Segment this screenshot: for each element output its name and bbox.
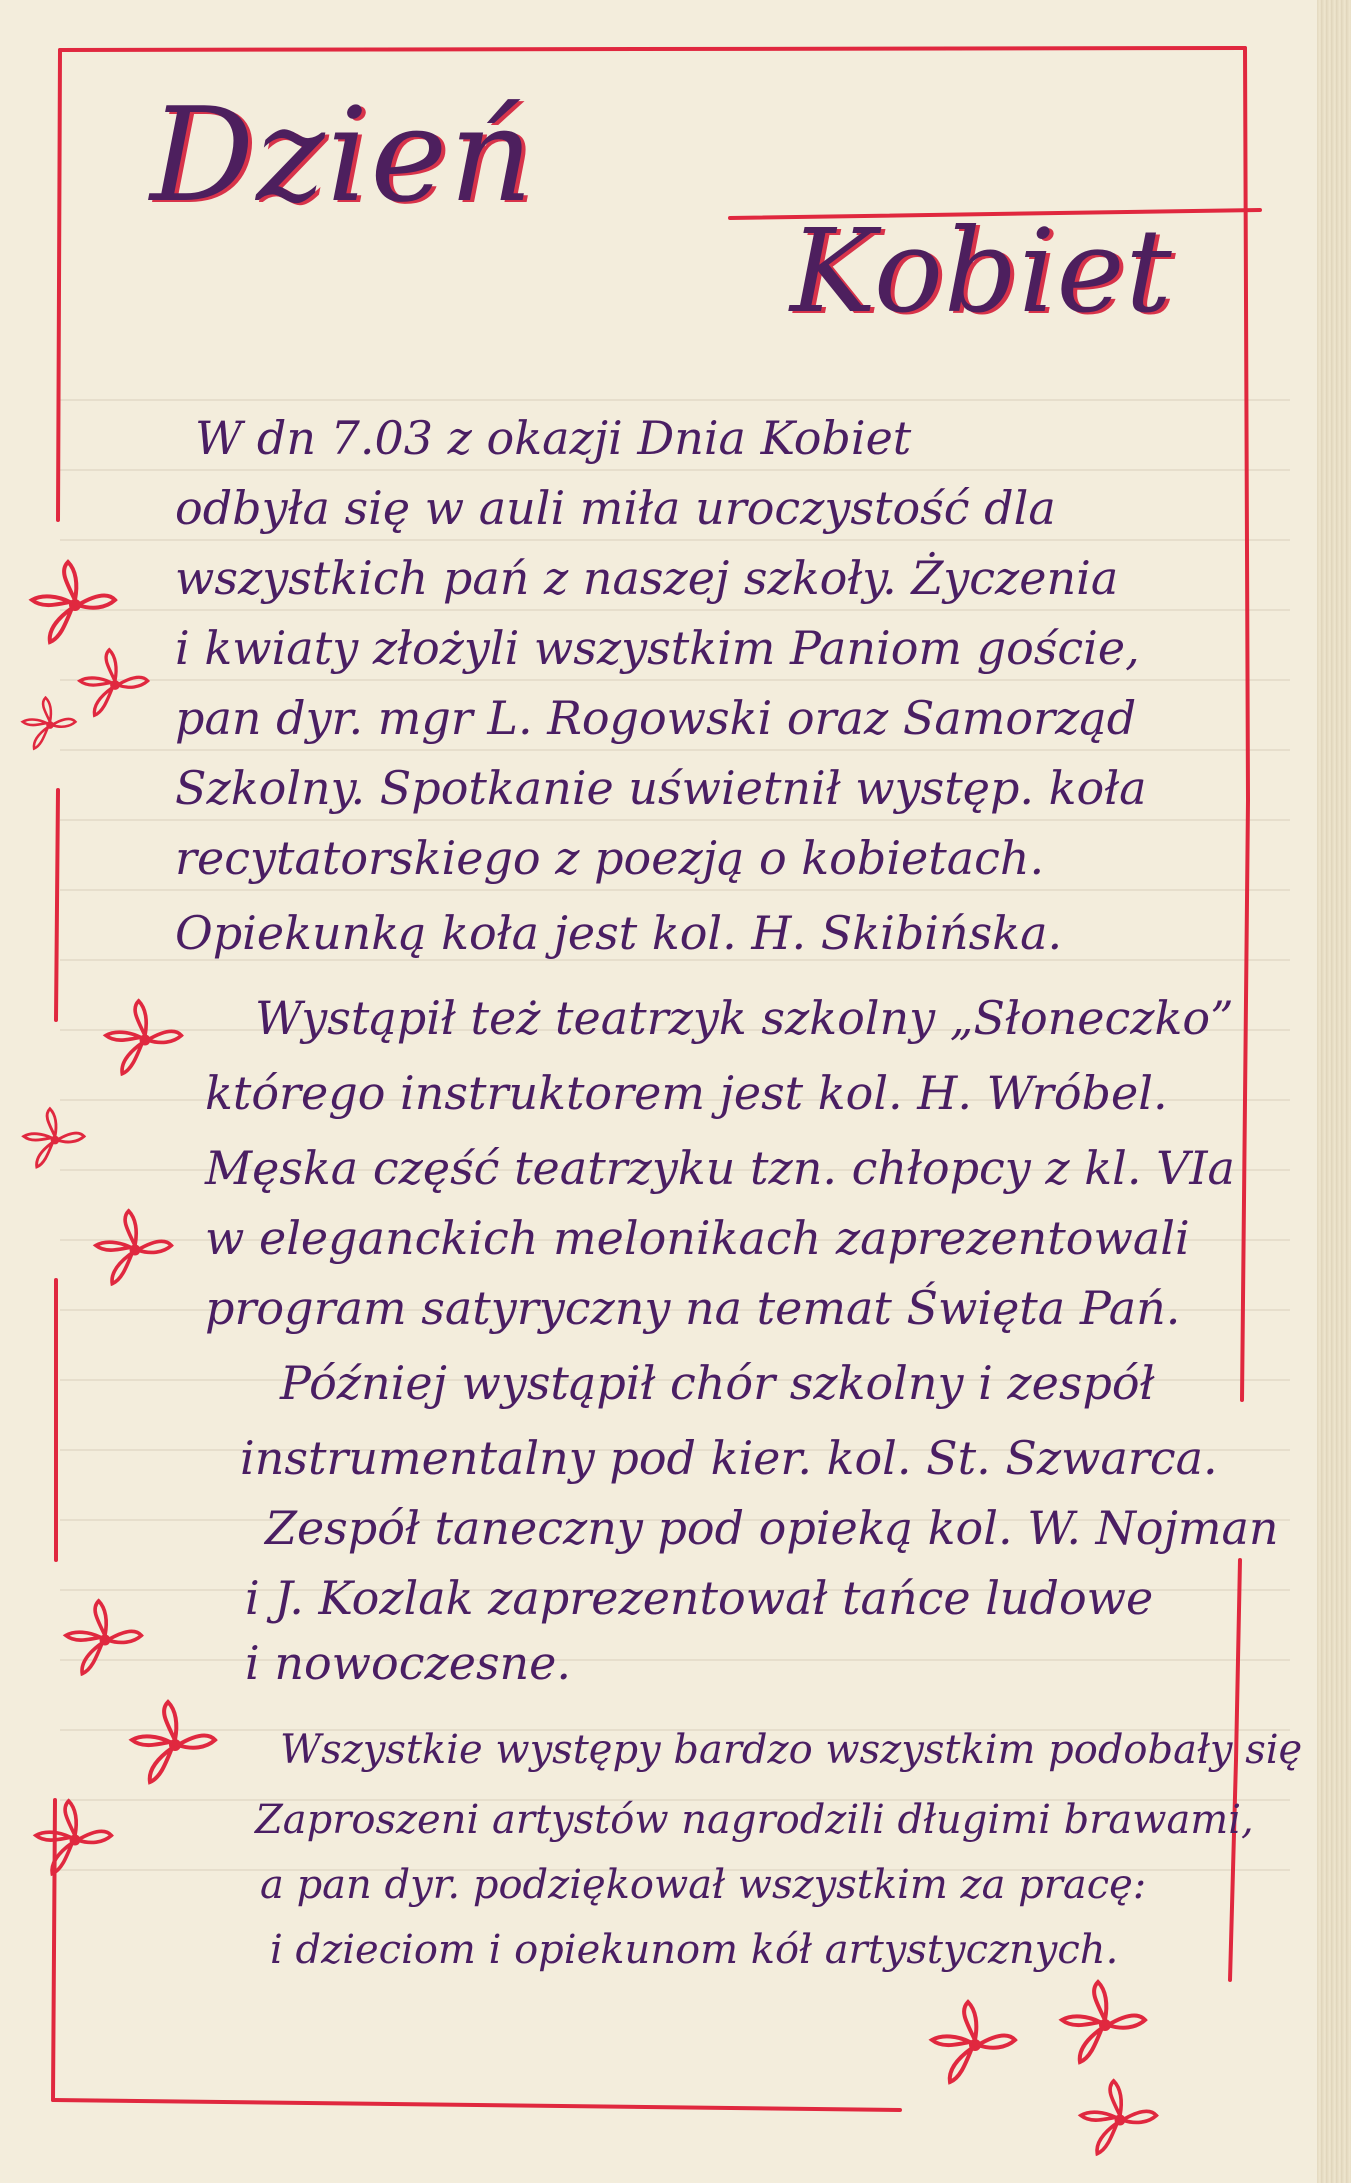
text-line: i nowoczesne. — [245, 1636, 572, 1690]
text-line: Wszystkie występy bardzo wszystkim podobały się — [280, 1727, 1303, 1773]
flower-icon — [85, 1200, 185, 1300]
text-line: i J. Kozlak zaprezentował tańce ludowe — [245, 1571, 1154, 1625]
flower-icon — [15, 1100, 95, 1180]
text-line: Później wystąpił chór szkolny i zespół — [280, 1356, 1155, 1410]
text-line: Zespół taneczny pod opieką kol. W. Nojman — [265, 1501, 1279, 1555]
title-word-dzien: Dzień — [150, 79, 535, 231]
text-line: Męska część teatrzyku tzn. chłopcy z kl. VIa — [205, 1141, 1235, 1195]
text-line: Szkolny. Spotkanie uświetnił występ. koła — [175, 761, 1147, 815]
text-line: pan dyr. mgr L. Rogowski oraz Samorząd — [175, 691, 1137, 745]
text-line: i dzieciom i opiekunom kół artystycznych. — [270, 1927, 1119, 1973]
text-line: którego instruktorem jest kol. H. Wróbel. — [205, 1066, 1168, 1120]
text-line: Opiekunką koła jest kol. H. Skibińska. — [175, 906, 1063, 960]
text-line: odbyła się w auli miła uroczystość dla — [175, 481, 1056, 535]
text-line: program satyryczny na temat Święta Pań. — [205, 1281, 1181, 1335]
text-line: i kwiaty złożyli wszystkim Paniom goście, — [175, 621, 1140, 675]
text-line: instrumentalny pod kier. kol. St. Szwarca. — [240, 1431, 1218, 1485]
flower-icon — [95, 990, 195, 1090]
flower-icon — [15, 690, 85, 760]
flower-icon — [920, 1990, 1030, 2100]
flower-icon — [25, 1790, 125, 1890]
text-line: w eleganckich melonikach zaprezentowali — [205, 1211, 1190, 1265]
text-line: Zaproszeni artystów nagrodzili długimi brawami, — [255, 1797, 1254, 1843]
text-line: a pan dyr. podziękował wszystkim za pracę: — [260, 1862, 1147, 1908]
text-line: W dn 7.03 z okazji Dnia Kobiet — [195, 411, 912, 465]
text-line: Wystąpił też teatrzyk szkolny „Słoneczko” — [255, 991, 1234, 1045]
flower-icon — [120, 1690, 230, 1800]
text-line: recytatorskiego z poezją o kobietach. — [175, 831, 1045, 885]
flower-icon — [55, 1590, 155, 1690]
flower-icon — [1070, 2070, 1170, 2170]
title-word-kobiet: Kobiet — [790, 205, 1173, 339]
flower-icon — [1050, 1970, 1160, 2080]
text-line: wszystkich pań z naszej szkoły. Życzenia — [175, 551, 1119, 605]
